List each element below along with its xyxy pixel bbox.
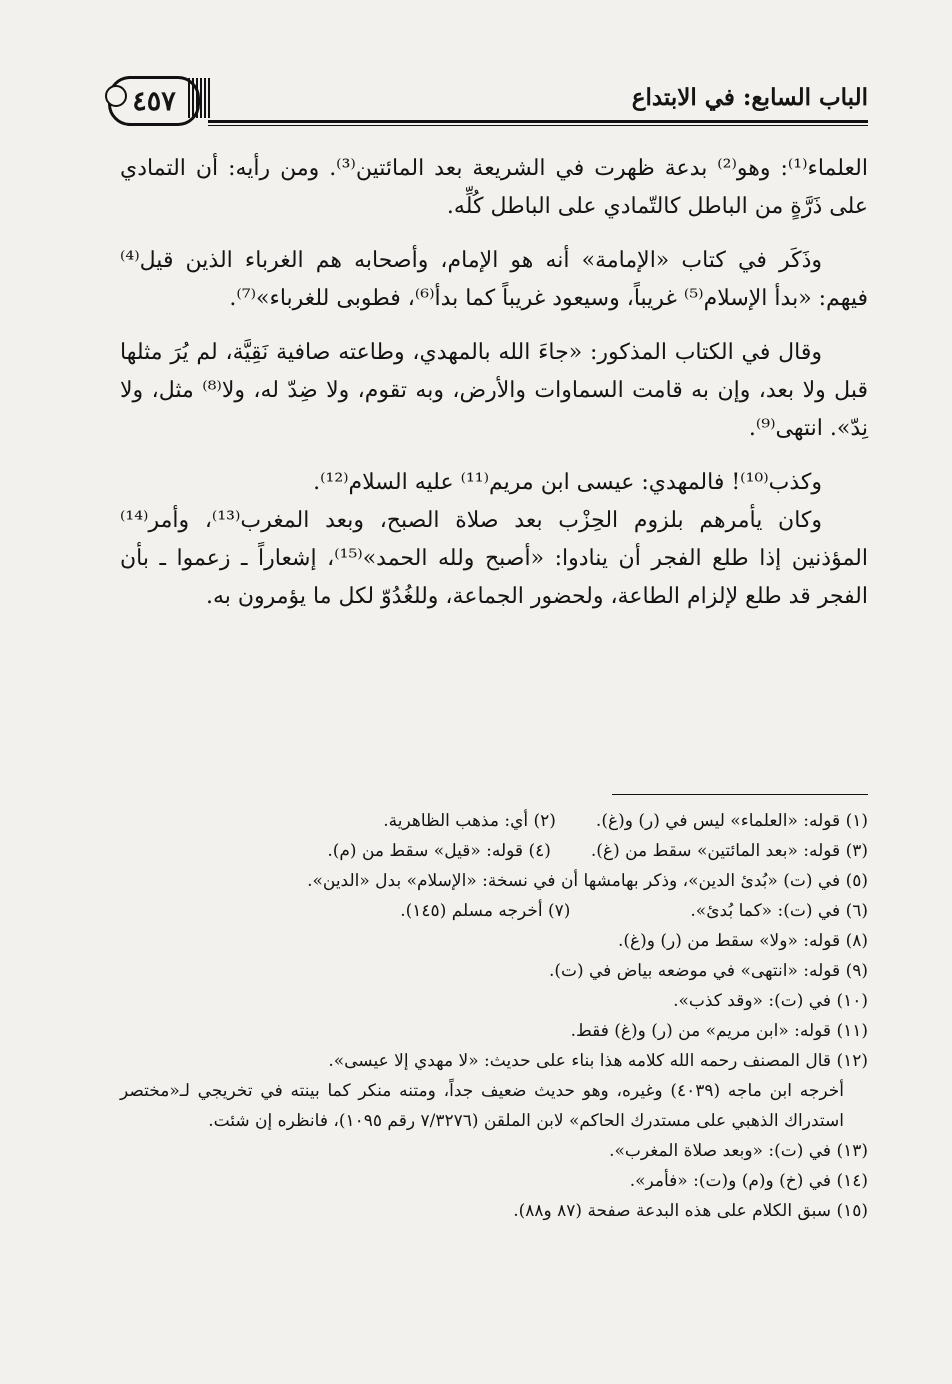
footnote-7: (٧) أخرجه مسلم (١٤٥). xyxy=(400,901,571,921)
footnotes xyxy=(120,806,868,1226)
footnote-3: (٣) قوله: «بعد المائتين» سقط من (غ). xyxy=(590,841,868,861)
header-hatch-ornament xyxy=(188,78,210,118)
footnote-12: (١٢) قال المصنف رحمه الله كلامه هذا بناء على حديث: «لا مهدي إلا عيسى». xyxy=(328,1051,868,1071)
footnote-4: (٤) قوله: «قيل» سقط من (م). xyxy=(327,841,551,861)
footnote-5: (٥) في (ت) «بُدئ الدين»، وذكر بهامشها أن في نسخة: «الإسلام» بدل «الدين». xyxy=(307,871,868,891)
footnote-row xyxy=(120,896,868,926)
header-rule-thin xyxy=(208,125,868,126)
paragraph-4: وكذب⁽¹⁰⁾! فالمهدي: عيسى ابن مريم⁽¹¹⁾ عليه السلام⁽¹²⁾. xyxy=(313,470,822,495)
footnote-8: (٨) قوله: «ولا» سقط من (ر) و(غ). xyxy=(618,931,868,951)
footnote-1: (١) قوله: «العلماء» ليس في (ر) و(غ). xyxy=(595,811,868,831)
chapter-title: الباب السابع: في الابتداع xyxy=(631,84,868,111)
footnote-15: (١٥) سبق الكلام على هذه البدعة صفحة (٨٧ و٨٨). xyxy=(513,1201,868,1221)
page-number: ٤٥٧ xyxy=(132,85,176,117)
footnote-11: (١١) قوله: «ابن مريم» من (ر) و(غ) فقط. xyxy=(570,1021,868,1041)
footnote-row xyxy=(120,806,868,836)
footnote-14: (١٤) في (خ) و(م) و(ت): «فأمر». xyxy=(629,1171,868,1191)
running-header xyxy=(108,62,868,132)
paragraph-2: وذَكَر في كتاب «الإمامة» أنه هو الإمام، وأصحابه هم الغرباء الذين قيل⁽⁴⁾ فيهم: «بدأ الإسلام⁽⁵⁾ غريباً، وسيعود غريباً كما بدأ⁽⁶⁾، فطوبى للغرباء»⁽⁷⁾. xyxy=(120,248,868,311)
paragraph-1: العلماء⁽¹⁾: وهو⁽²⁾ بدعة ظهرت في الشريعة بعد المائتين⁽³⁾. ومن رأيه: أن التمادي على ذَرَّةٍ من الباطل كالتّمادي على الباطل كُلِّه. xyxy=(120,156,868,219)
paragraph-3: وقال في الكتاب المذكور: «جاءَ الله بالمهدي، وطاعته صافية نَقِيَّة، لم يُرَ مثلها قبل ولا بعد، وإن به قامت السماوات والأرض، وبه تقوم، ولا ضِدّ له، ولا⁽⁸⁾ مثل، ولا نِدّ». انتهى⁽⁹⁾. xyxy=(120,340,868,441)
footnote-9: (٩) قوله: «انتهى» في موضعه بياض في (ت). xyxy=(548,961,868,981)
footnote-2: (٢) أي: مذهب الظاهرية. xyxy=(383,811,556,831)
footnote-row xyxy=(120,836,868,866)
badge-ornament xyxy=(105,85,127,107)
footnote-12-continuation: أخرجه ابن ماجه (٤٠٣٩) وغيره، وهو حديث ضعيف جداً، ومتنه منكر كما بينته في تخريجي لـ«مختصر استدراك الذهبي على مستدرك الحاكم» لابن الملقن (٧/٣٢٧٦ رقم ١٠٩٥)، فانظره إن شئت. xyxy=(120,1081,844,1131)
footnote-10: (١٠) في (ت): «وقد كذب». xyxy=(673,991,868,1011)
footnote-6: (٦) في (ت): «كما بُدئ». xyxy=(690,901,868,921)
paragraph-5: وكان يأمرهم بلزوم الحِزْب بعد صلاة الصبح، وبعد المغرب⁽¹³⁾، وأمر⁽¹⁴⁾ المؤذنين إذا طلع الفجر أن ينادوا: «أصبح ولله الحمد»⁽¹⁵⁾، إشعاراً ـ زعموا ـ بأن الفجر قد طلع لإلزام الطاعة، ولحضور الجماعة، وللغُدُوّ لكل ما يؤمرون به. xyxy=(120,508,869,609)
header-rule xyxy=(208,120,868,123)
main-text xyxy=(120,150,868,616)
footnote-separator xyxy=(612,794,868,795)
footnote-13: (١٣) في (ت): «وبعد صلاة المغرب». xyxy=(609,1141,868,1161)
page-number-badge xyxy=(108,76,200,126)
